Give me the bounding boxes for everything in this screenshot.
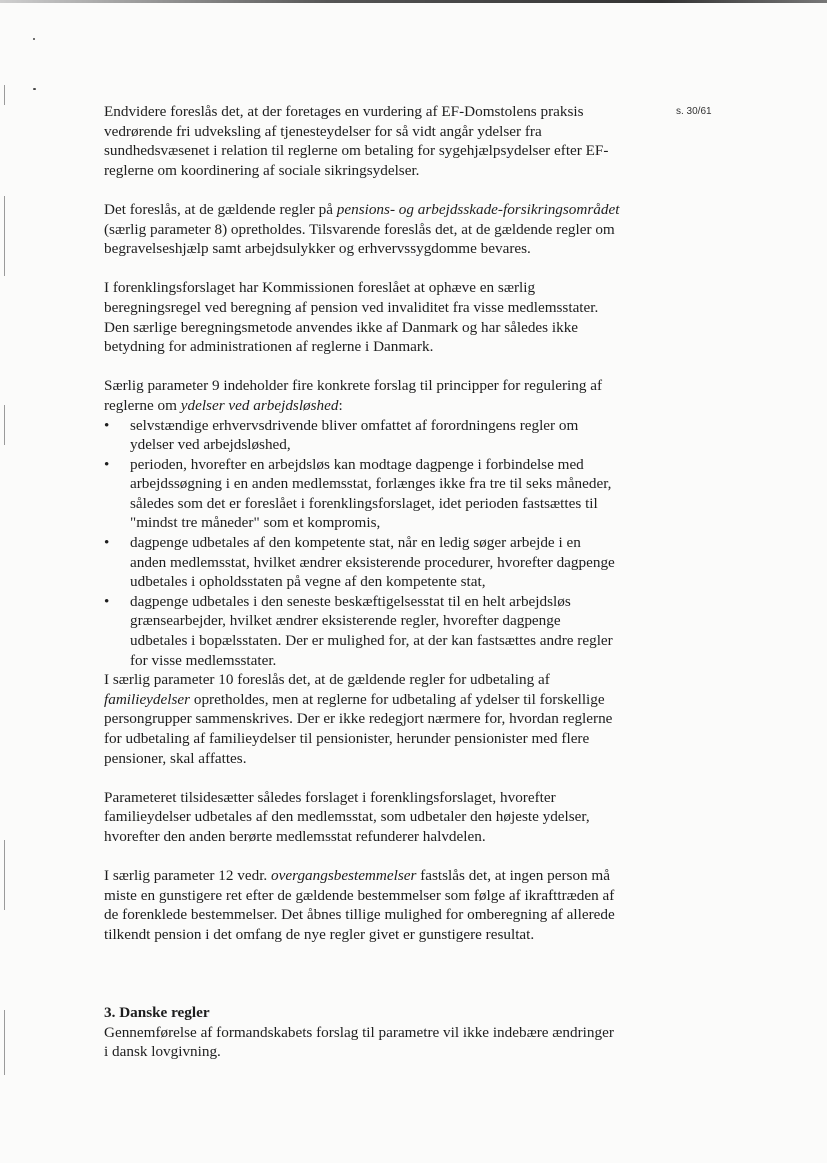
emphasis: ydelser ved arbejdsløshed	[180, 396, 339, 414]
scan-speck	[33, 38, 35, 40]
paragraph: I særlig parameter 12 vedr. overgangsbestemmelser fastslås det, at ingen person må miste en gunstigere ret efter de gældende bestemmelser som følge af ikrafttræden af de forenklede bestemmelser. Det åbnes tillige mulighed for omberegning af allerede tilkendt pension i det omfang de nye regler givet er gunstigere resultat.	[104, 867, 615, 943]
bullet-icon: •	[104, 416, 110, 434]
scan-margin-mark	[4, 1010, 5, 1075]
scan-margin-mark	[4, 405, 5, 445]
paragraph: Særlig parameter 9 indeholder fire konkrete forslag til principper for regulering af reglerne om ydelser ved arbejdsløshed:	[104, 377, 603, 414]
list-item: • dagpenge udbetales af den kompetente stat, når en ledig søger arbejde i en anden medlemsstat, hvilket ændrer eksisterende procedurer, hvorefter dagpenge udbetales i opholdsstaten på vegne af den kompetente stat,	[104, 534, 615, 591]
list-item: • dagpenge udbetales i den seneste beskæftigelsesstat til en helt arbejdsløs grænsearbejder, hvilket ændrer eksisterende regler, hvorefter dagpenge udbetales i bopælsstaten. Der er mulighed for, at der kan fastsættes andre regler for visse medlemsstater.	[104, 592, 613, 669]
list-item: • perioden, hvorefter en arbejdsløs kan modtage dagpenge i forbindelse med arbejdssøgning i en anden medlemsstat, forlænges ikke fra tre til seks måneder, således som det er foreslået i forenklingsforslaget, idet perioden fastsættes til "mindst tre måneder" som et kompromis,	[104, 455, 612, 532]
section-heading: 3. Danske regler	[104, 1004, 210, 1022]
list-item: • selvstændige erhvervsdrivende bliver omfattet af forordningens regler om ydelser ved arbejdsløshed,	[104, 416, 579, 454]
bullet-list	[104, 416, 620, 671]
paragraph: Parameteret tilsidesætter således forslaget i forenklingsforslaget, hvorefter familieydelser udbetales af den medlemsstat, som udbetaler den højeste ydelser, hvorefter den anden berørte medlemsstat refunderer halvdelen.	[104, 788, 590, 845]
scan-margin-mark	[4, 196, 5, 276]
document-body	[104, 102, 620, 1062]
scan-speck	[33, 88, 36, 90]
scan-margin-mark	[4, 85, 5, 105]
emphasis: overgangsbestemmelser	[271, 867, 417, 885]
bullet-icon: •	[104, 592, 110, 610]
scan-top-edge	[0, 0, 827, 3]
emphasis: pensions- og arbejdsskade-forsikringsområdet	[336, 200, 620, 218]
paragraph: Endvidere foreslås det, at der foretages en vurdering af EF-Domstolens praksis vedrørende fri udveksling af tjenesteydelser for så vidt angår ydelser fra sundhedsvæsenet i relation til reglerne om betaling for sygehjælpsydelser efter EF-reglerne om koordinering af sociale sikringsydelser.	[104, 103, 609, 179]
spacer	[104, 964, 620, 1003]
page-number: s. 30/61	[676, 106, 712, 117]
bullet-icon: •	[104, 455, 110, 473]
paragraph: Det foreslås, at de gældende regler på pensions- og arbejdsskade-forsikringsområdet (særlig parameter 8) opretholdes. Tilsvarende foreslås det, at de gældende regler om begravelseshjælp samt arbejdsulykker og erhvervssygdomme bevares.	[104, 200, 620, 258]
paragraph: I forenklingsforslaget har Kommissionen foreslået at ophæve en særlig beregningsregel ved beregning af pension ved invaliditet fra visse medlemsstater. Den særlige beregningsmetode anvendes ikke af Danmark og har således ikke betydning for administrationen af reglerne i Danmark.	[104, 279, 599, 356]
emphasis: familieydelser	[104, 690, 191, 708]
scan-margin-mark	[4, 840, 5, 910]
paragraph: I særlig parameter 10 foreslås det, at de gældende regler for udbetaling af familieydelser opretholdes, men at reglerne for udbetaling af ydelser til forskellige persongrupper sammenskrives. Der er ikke redegjort nærmere for, hvordan reglerne for udbetaling af familieydelser til pensionister, herunder pensionister med flere pensioner, skal affattes.	[104, 671, 613, 767]
bullet-icon: •	[104, 534, 110, 552]
paragraph: Gennemførelse af formandskabets forslag til parametre vil ikke indebære ændringer i dansk lovgivning.	[104, 1023, 614, 1061]
